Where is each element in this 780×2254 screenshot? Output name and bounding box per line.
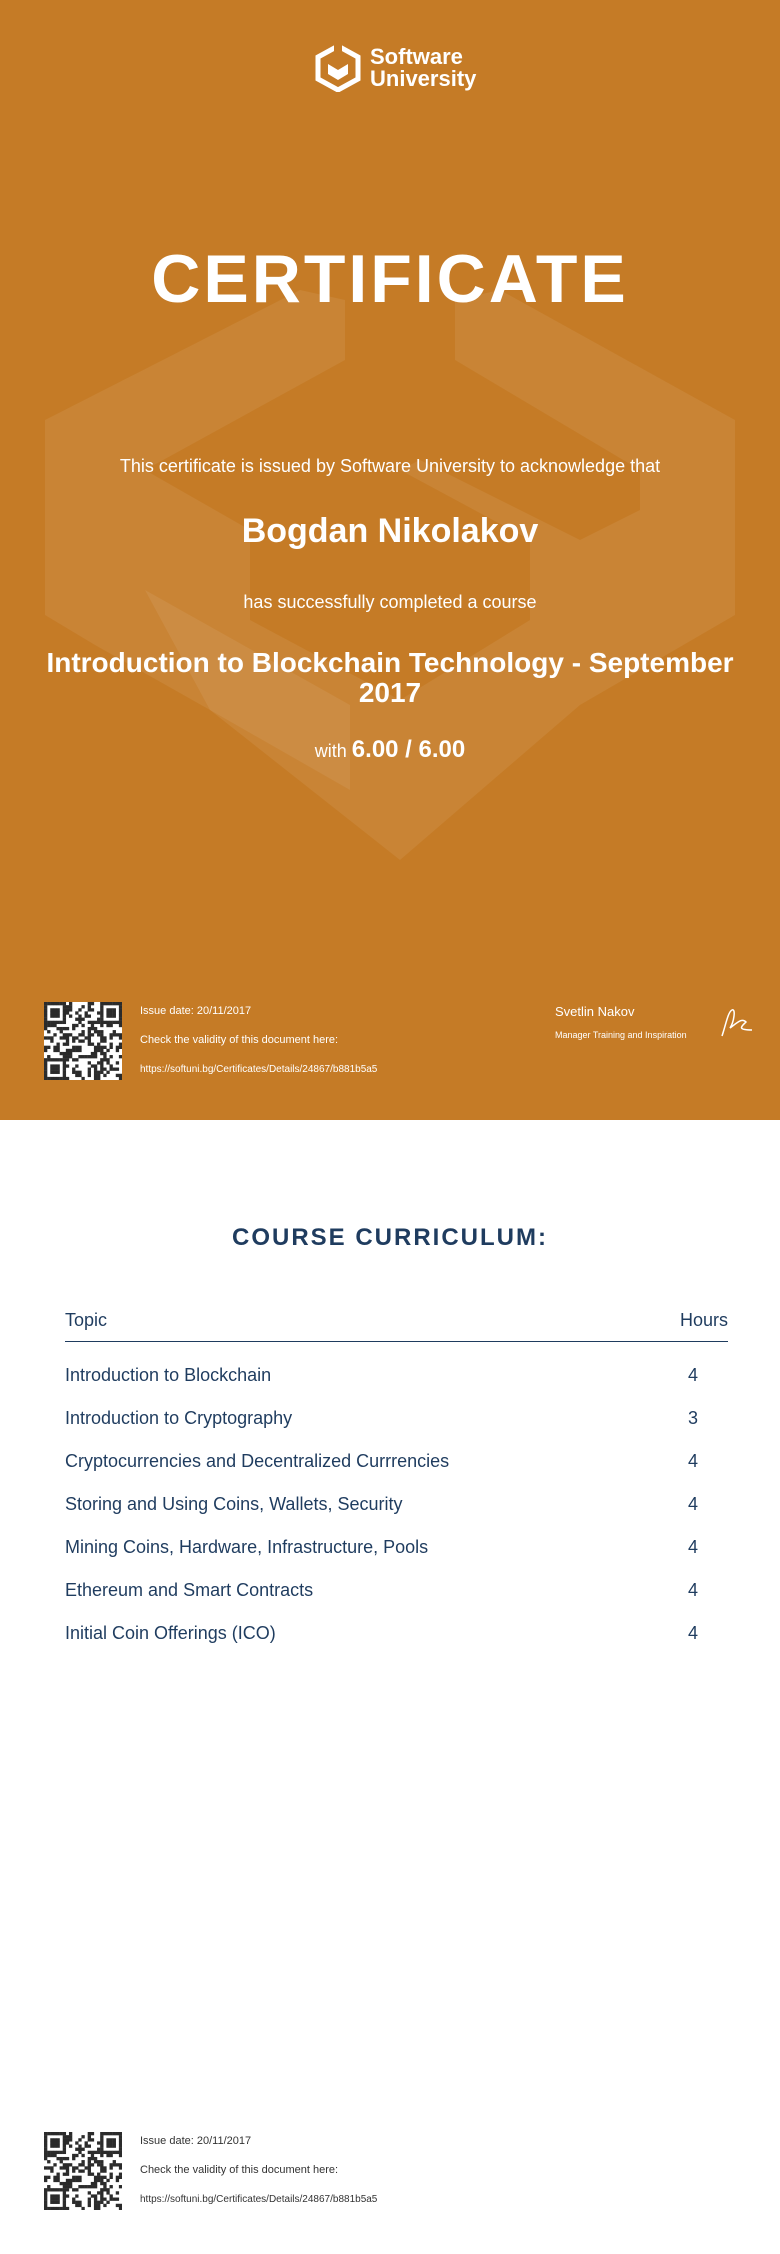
hours-cell: 3	[687, 1408, 698, 1428]
grade-value: 6.00 / 6.00	[351, 736, 466, 763]
hours-cell: 4	[687, 1365, 698, 1385]
softuni-logo-icon	[314, 44, 362, 92]
certificate-hero	[0, 0, 780, 1120]
topic-cell: Cryptocurrencies and Decentralized Currrencies	[65, 1451, 450, 1471]
hours-cell: 4	[687, 1623, 698, 1643]
topic-cell: Introduction to Blockchain	[65, 1365, 272, 1385]
certificate-title: CERTIFICATE	[151, 241, 629, 317]
hours-cell: 4	[687, 1537, 698, 1557]
watermark-logo-icon	[0, 0, 780, 1120]
grade-prefix: with	[314, 741, 347, 761]
grade-line	[0, 736, 780, 764]
signer-name: Svetlin Nakov	[555, 1004, 635, 1019]
softuni-logo	[314, 42, 476, 94]
logo-wordmark	[370, 46, 476, 90]
table-row	[65, 1612, 728, 1655]
table-row	[65, 1440, 728, 1483]
signer-role: Manager Training and Inspiration	[555, 1030, 687, 1040]
topic-cell: Initial Coin Offerings (ICO)	[65, 1623, 276, 1643]
validity-text-bottom: Check the validity of this document here:	[140, 2164, 339, 2176]
hours-cell: 4	[687, 1494, 698, 1514]
table-row	[65, 1483, 728, 1526]
course-name: Introduction to Blockchain Technology - September 2017	[46, 647, 734, 708]
logo-line-1: Software	[370, 44, 463, 69]
table-row	[65, 1526, 728, 1569]
qr-code-icon	[44, 2132, 122, 2210]
signature-icon	[716, 1004, 756, 1040]
validity-text: Check the validity of this document here:	[140, 1034, 339, 1046]
recipient-name: Bogdan Nikolakov	[241, 512, 539, 550]
table-row	[65, 1569, 728, 1612]
hours-header: Hours	[679, 1310, 728, 1330]
logo-line-2: University	[370, 66, 477, 91]
table-row	[65, 1397, 728, 1440]
topic-cell: Storing and Using Coins, Wallets, Security	[65, 1494, 403, 1514]
curriculum-header	[65, 1310, 728, 1342]
issue-date-bottom: Issue date: 20/11/2017	[140, 2135, 252, 2147]
validity-url[interactable]: https://softuni.bg/Certificates/Details/24867/b881b5a5	[140, 1064, 378, 1075]
issue-date: Issue date: 20/11/2017	[140, 1005, 252, 1017]
curriculum-table	[65, 1310, 728, 1655]
topic-header: Topic	[65, 1310, 108, 1330]
qr-code-icon	[44, 1002, 122, 1080]
completed-text: has successfully completed a course	[243, 592, 537, 612]
hours-cell: 4	[687, 1580, 698, 1600]
table-row	[65, 1354, 728, 1397]
topic-cell: Ethereum and Smart Contracts	[65, 1580, 314, 1600]
topic-cell: Mining Coins, Hardware, Infrastructure, Pools	[65, 1537, 429, 1557]
hours-cell: 4	[687, 1451, 698, 1471]
curriculum-title: COURSE CURRICULUM:	[232, 1224, 548, 1251]
validity-url-bottom[interactable]: https://softuni.bg/Certificates/Details/24867/b881b5a5	[140, 2194, 378, 2205]
issued-text: This certificate is issued by Software University to acknowledge that	[119, 456, 661, 476]
topic-cell: Introduction to Cryptography	[65, 1408, 293, 1428]
